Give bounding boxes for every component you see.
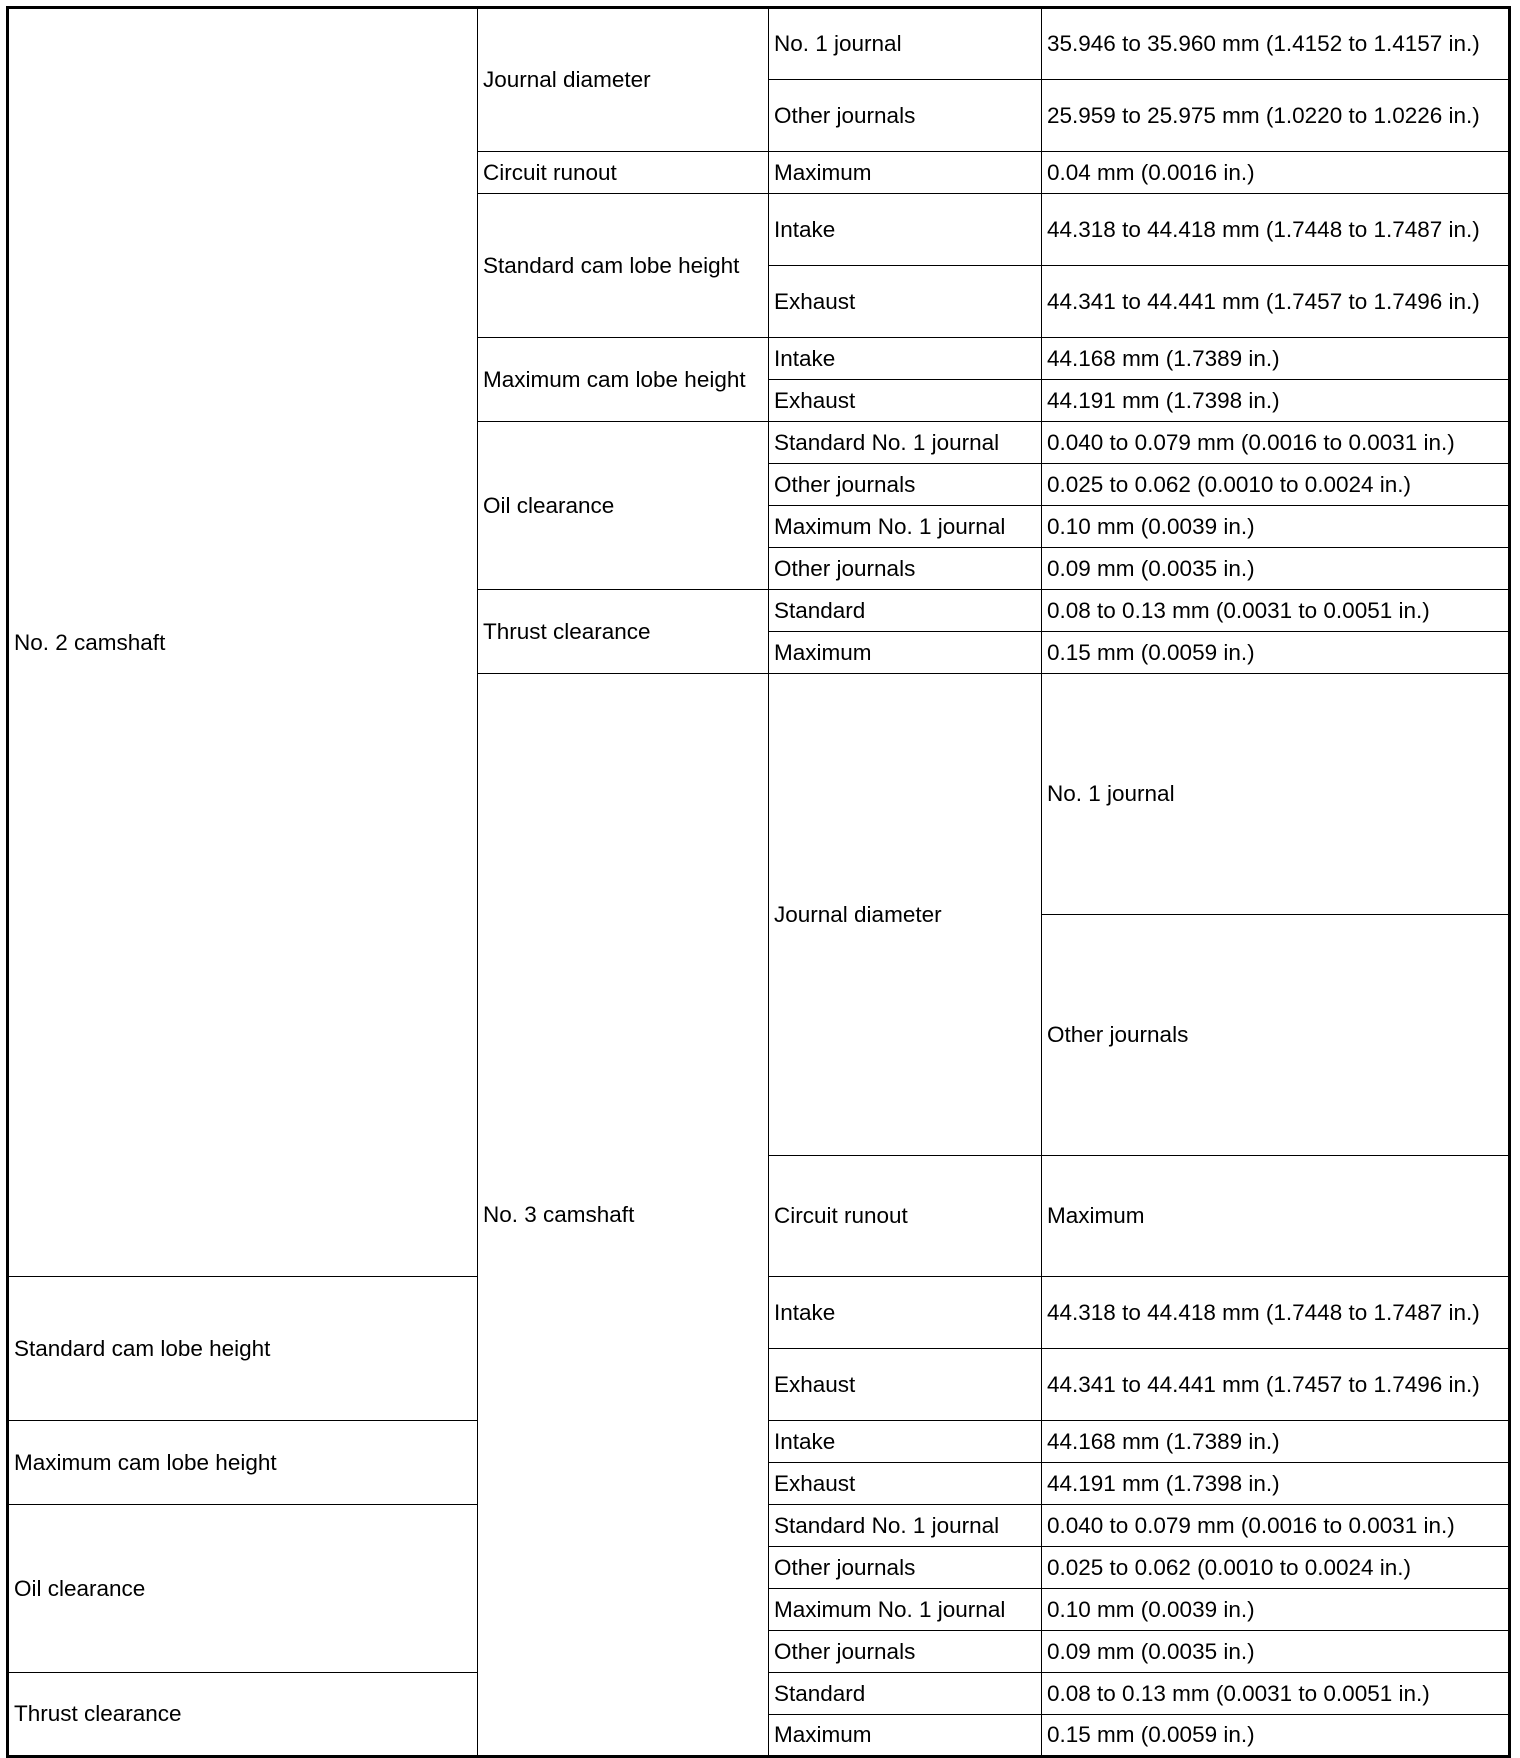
value-cell: 0.08 to 0.13 mm (0.0031 to 0.0051 in.) <box>1042 1673 1510 1715</box>
value-cell: 0.025 to 0.062 (0.0010 to 0.0024 in.) <box>1042 464 1510 506</box>
item-label-cell: Thrust clearance <box>8 1673 478 1757</box>
item-label-cell: Oil clearance <box>478 422 769 590</box>
condition-cell: Standard No. 1 journal <box>769 422 1042 464</box>
value-cell: 44.318 to 44.418 mm (1.7448 to 1.7487 in.) <box>1042 1277 1510 1349</box>
value-cell: 44.191 mm (1.7398 in.) <box>1042 380 1510 422</box>
item-label-cell: Oil clearance <box>8 1505 478 1673</box>
item-label-cell: Maximum cam lobe height <box>8 1421 478 1505</box>
item-label-cell: Journal diameter <box>478 8 769 152</box>
condition-cell: Intake <box>769 1421 1042 1463</box>
condition-cell: Exhaust <box>769 1349 1042 1421</box>
table-row <box>8 8 1510 80</box>
value-cell: 0.15 mm (0.0059 in.) <box>1042 1715 1510 1757</box>
group-name-cell: No. 3 camshaft <box>478 674 769 1757</box>
value-cell: 0.10 mm (0.0039 in.) <box>1042 1589 1510 1631</box>
condition-cell: Maximum <box>1042 1156 1510 1277</box>
condition-cell: No. 1 journal <box>1042 674 1510 915</box>
value-cell: 44.341 to 44.441 mm (1.7457 to 1.7496 in.) <box>1042 1349 1510 1421</box>
value-cell: 0.040 to 0.079 mm (0.0016 to 0.0031 in.) <box>1042 1505 1510 1547</box>
item-label-cell: Standard cam lobe height <box>8 1277 478 1421</box>
item-label-cell: Maximum cam lobe height <box>478 338 769 422</box>
value-cell: 0.09 mm (0.0035 in.) <box>1042 548 1510 590</box>
condition-cell: Other journals <box>1042 915 1510 1156</box>
value-cell: 0.04 mm (0.0016 in.) <box>1042 152 1510 194</box>
camshaft-spec-table <box>6 6 1511 1758</box>
item-label-cell: Circuit runout <box>478 152 769 194</box>
group-name-cell: No. 2 camshaft <box>8 8 478 1277</box>
value-cell: 35.946 to 35.960 mm (1.4152 to 1.4157 in.) <box>1042 8 1510 80</box>
value-cell: 0.15 mm (0.0059 in.) <box>1042 632 1510 674</box>
condition-cell: Intake <box>769 338 1042 380</box>
condition-cell: Exhaust <box>769 1463 1042 1505</box>
item-label-cell: Circuit runout <box>769 1156 1042 1277</box>
condition-cell: No. 1 journal <box>769 8 1042 80</box>
value-cell: 0.025 to 0.062 (0.0010 to 0.0024 in.) <box>1042 1547 1510 1589</box>
value-cell: 0.040 to 0.079 mm (0.0016 to 0.0031 in.) <box>1042 422 1510 464</box>
condition-cell: Standard <box>769 590 1042 632</box>
condition-cell: Intake <box>769 1277 1042 1349</box>
condition-cell: Other journals <box>769 1547 1042 1589</box>
condition-cell: Maximum No. 1 journal <box>769 1589 1042 1631</box>
value-cell: 44.191 mm (1.7398 in.) <box>1042 1463 1510 1505</box>
item-label-cell: Standard cam lobe height <box>478 194 769 338</box>
item-label-cell: Thrust clearance <box>478 590 769 674</box>
value-cell: 0.08 to 0.13 mm (0.0031 to 0.0051 in.) <box>1042 590 1510 632</box>
item-label-cell: Journal diameter <box>769 674 1042 1156</box>
condition-cell: Maximum <box>769 1715 1042 1757</box>
condition-cell: Maximum <box>769 152 1042 194</box>
value-cell: 44.168 mm (1.7389 in.) <box>1042 338 1510 380</box>
value-cell: 44.168 mm (1.7389 in.) <box>1042 1421 1510 1463</box>
value-cell: 44.318 to 44.418 mm (1.7448 to 1.7487 in.) <box>1042 194 1510 266</box>
condition-cell: Intake <box>769 194 1042 266</box>
condition-cell: Standard <box>769 1673 1042 1715</box>
value-cell: 44.341 to 44.441 mm (1.7457 to 1.7496 in.) <box>1042 266 1510 338</box>
condition-cell: Other journals <box>769 464 1042 506</box>
value-cell: 0.09 mm (0.0035 in.) <box>1042 1631 1510 1673</box>
condition-cell: Maximum No. 1 journal <box>769 506 1042 548</box>
condition-cell: Other journals <box>769 1631 1042 1673</box>
condition-cell: Other journals <box>769 548 1042 590</box>
condition-cell: Maximum <box>769 632 1042 674</box>
value-cell: 25.959 to 25.975 mm (1.0220 to 1.0226 in.) <box>1042 80 1510 152</box>
condition-cell: Exhaust <box>769 266 1042 338</box>
condition-cell: Standard No. 1 journal <box>769 1505 1042 1547</box>
condition-cell: Exhaust <box>769 380 1042 422</box>
condition-cell: Other journals <box>769 80 1042 152</box>
value-cell: 0.10 mm (0.0039 in.) <box>1042 506 1510 548</box>
